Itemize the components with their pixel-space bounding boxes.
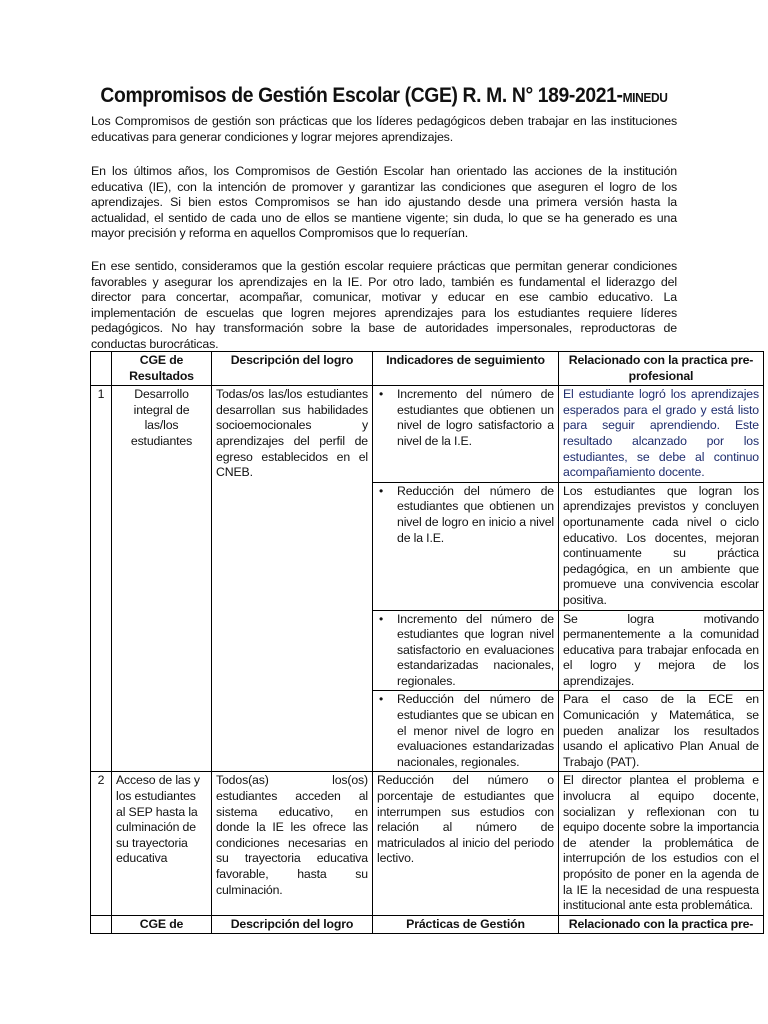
footer-header-practicas: Prácticas de Gestión [373, 915, 559, 933]
paragraph-history: En los últimos años, los Compromisos de Gestión Escolar han orientado las acciones de la institución educativa (IE), con la intención de promover y garantizar las condiciones que aseguren el logro de los aprendizajes. Si bien estos Compromisos se han ido ajustando desde una primera versión hasta la actualidad, el sentido de cada uno de ellos se mantiene vigente; sin duda, lo que se ha generado es una mayor precisión y reforma en aquellos Compromisos que lo requerían. [91, 164, 677, 241]
indicador-item: • Reducción del número de estudiantes que obtienen un nivel de logro en inicio a nivel de la I.E. [373, 482, 559, 610]
table-header-row [91, 352, 764, 386]
indicador-cell: Reducción del número o porcentaje de estudiantes que interrumpen sus estudios con relación al número de matriculados al inicio del periodo lectivo. [373, 772, 559, 915]
cge-cell: Acceso de las y los estudiantes al SEP hasta la culminación de su trayectoria educativa [112, 772, 212, 915]
cge-table [90, 351, 764, 934]
footer-header-practica: Relacionado con la practica pre- [559, 915, 764, 933]
header-cge: CGE de Resultados [112, 352, 212, 386]
header-descripcion: Descripción del logro [212, 352, 373, 386]
table-row [91, 772, 764, 915]
header-number [91, 352, 112, 386]
footer-header-descripcion: Descripción del logro [212, 915, 373, 933]
table-row [91, 386, 764, 483]
cge-cell: Desarrollo integral de las/los estudiantes [112, 386, 212, 772]
footer-header-cge: CGE de [112, 915, 212, 933]
indicador-item: • Reducción del número de estudiantes que se ubican en el menor nivel de logro en evaluaciones estandarizadas nacionales, regionales. [373, 691, 559, 772]
indicador-item: • Incremento del número de estudiantes que logran nivel satisfactorio en evaluaciones estandarizadas nacionales, regionales. [373, 610, 559, 691]
table-footer-header-row [91, 915, 764, 933]
practica-cell: Los estudiantes que logran los aprendizajes previstos y concluyen oportunamente cada nivel o ciclo educativo. Los docentes, mejoran continuamente su práctica pedagógica, en un ambiente que promueve una convivencia escolar positiva. [559, 482, 764, 610]
row-number: 2 [91, 772, 112, 915]
row-number: 1 [91, 386, 112, 772]
paragraph-leadership: En ese sentido, consideramos que la gestión escolar requiere prácticas que permitan generar condiciones favorables y asegurar los aprendizajes en la IE. Por otro lado, también es fundamental el liderazgo del director para concertar, acompañar, comunicar, motivar y educar en ese cambio educativo. La implementación de escuelas que logren mejores aprendizajes para los estudiantes requiere líderes pedagógicos. No hay transformación sobre la base de autoridades impersonales, reproductoras de conductas burocráticas. [91, 259, 677, 351]
practica-cell: El director plantea el problema e involucra al equipo docente, socializan y reflexionan con tu equipo docente sobre la importancia de atender la problemática de interrupción de los estudios con el propósito de poner en la agenda de la IE la necesidad de una respuesta institucional ante esta problemática. [559, 772, 764, 915]
header-indicadores: Indicadores de seguimiento [373, 352, 559, 386]
practica-cell: El estudiante logró los aprendizajes esperados para el grado y está listo para seguir aprendiendo. Este resultado alcanzado por los estudiantes, se debe al continuo acompañamiento docente. [559, 386, 764, 483]
header-practica: Relacionado con la practica pre-profesional [559, 352, 764, 386]
descripcion-cell: Todas/os las/los estudiantes desarrollan sus habilidades socioemocionales y aprendizajes del perfil de egreso establecidos en el CNEB. [212, 386, 373, 772]
practica-cell: Se logra motivando permanentemente a la comunidad educativa para trabajar enfocada en el logro y mejora de los aprendizajes. [559, 610, 764, 691]
paragraph-intro: Los Compromisos de gestión son prácticas que los líderes pedagógicos deben trabajar en las instituciones educativas para generar condiciones y lograr mejores aprendizajes. [91, 114, 677, 144]
practica-cell: Para el caso de la ECE en Comunicación y Matemática, se pueden analizar los resultados usando el aplicativo Plan Anual de Trabajo (PAT). [559, 691, 764, 772]
descripcion-cell: Todos(as) los(os) estudiantes acceden al sistema educativo, en donde la IE les ofrece las condiciones necesarias en su trayectoria educativa favorable, hasta su culminación. [212, 772, 373, 915]
indicador-item: • Incremento del número de estudiantes que obtienen un nivel de logro satisfactorio a nivel de la I.E. [373, 386, 559, 483]
document-title: Compromisos de Gestión Escolar (CGE) R. M. N° 189-2021-MINEDU [100, 84, 668, 107]
